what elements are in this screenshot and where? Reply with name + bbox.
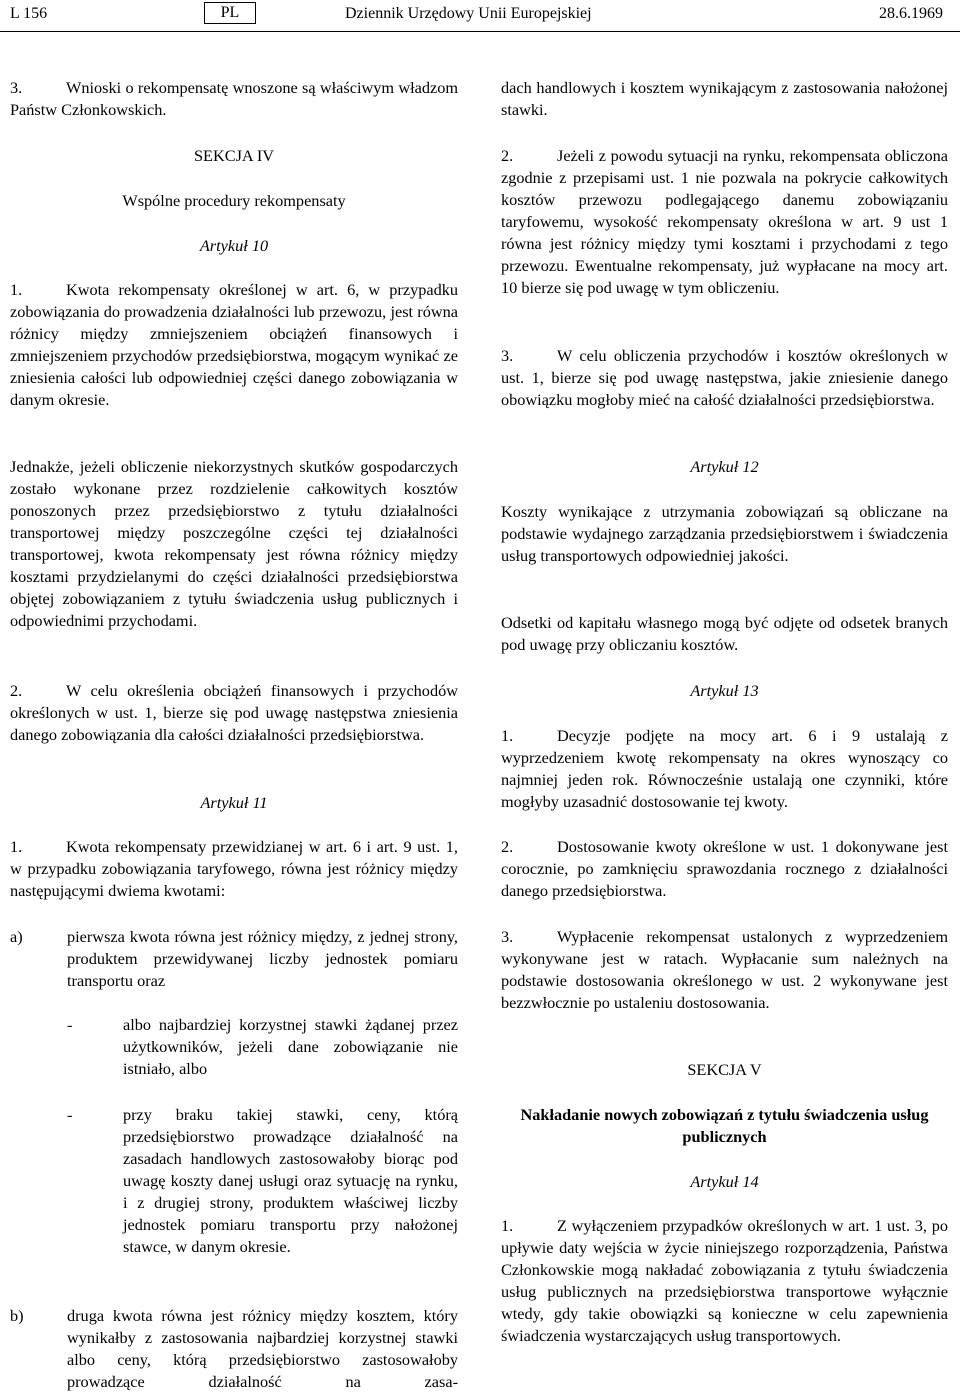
paragraph-art13-3 bbox=[501, 926, 948, 1014]
paragraph-number: 1. bbox=[501, 1216, 514, 1235]
paragraph-text: Decyzje podjęte na mocy art. 6 i 9 ustalają z wyprzedzeniem kwotę rekompensaty na okres wynoszący co najmniej jeden rok. Równocześnie ustalają one czynniki, które mogłyby uzasadnić dostosowanie tej kwoty. bbox=[501, 726, 948, 811]
section-subtitle: Wspólne procedury rekompensaty bbox=[122, 191, 346, 210]
paragraph-text: Wnioski o rekompensatę wnoszone są właściwym władzom Państw Członkowskich. bbox=[10, 78, 458, 119]
paragraph-number: 2. bbox=[501, 146, 514, 165]
journal-title: Dziennik Urzędowy Unii Europejskiej bbox=[345, 5, 592, 22]
paragraph-number: 2. bbox=[501, 837, 514, 856]
page-number: L 156 bbox=[10, 5, 48, 22]
dash-label: - bbox=[67, 1105, 73, 1124]
paragraph-art14-1 bbox=[501, 1215, 948, 1347]
list-label: a) bbox=[10, 927, 23, 946]
paragraph-text: Kwota rekompensaty przewidzianej w art. 6 i art. 9 ust. 1, w przypadku zobowiązania taryfowego, równa jest różnicy między następującymi dwiema kwotami: bbox=[10, 837, 458, 900]
paragraph-number: 3. bbox=[501, 346, 514, 365]
list-text: pierwsza kwota równa jest różnicy między, z jednej strony, produktem przewidywanej liczby jednostek pomiaru transportu oraz bbox=[67, 927, 458, 990]
language-badge: PL bbox=[204, 2, 256, 24]
paragraph-number: 1. bbox=[501, 726, 514, 745]
section-title: SEKCJA IV bbox=[193, 146, 275, 165]
paragraph-text: W celu obliczenia przychodów i kosztów określonych w ust. 1, bierze się pod uwagę następstwa, jakie zniesienie danego obowiązku mogłoby mieć na całość działalności przedsiębiorstwa. bbox=[501, 346, 948, 409]
paragraph-art12-2: Odsetki od kapitału własnego mogą być odjęte od odsetek branych pod uwagę przy obliczaniu kosztów. bbox=[501, 613, 948, 654]
page-header bbox=[0, 0, 960, 30]
list-label: b) bbox=[10, 1306, 24, 1325]
dash-item bbox=[10, 1014, 458, 1084]
section-subtitle: Nakładanie nowych zobowiązań z tytułu świadczenia usług publicznych bbox=[520, 1105, 929, 1146]
article-heading: Artykuł 11 bbox=[200, 793, 268, 812]
dash-text: przy braku takiej stawki, ceny, którą przedsiębiorstwo prowadzące działalność na zasadach handlowych zastosowałoby biorąc pod uwagę koszty danej usługi oraz sytuację na rynku, i z drugiej strony, produktem właściwej liczby jednostek pomiaru transportu przy nałożonej stawce, w danym okresie. bbox=[123, 1105, 458, 1256]
paragraph-art11-2 bbox=[501, 145, 948, 299]
paragraph-text: Wypłacenie rekompensat ustalonych z wyprzedzeniem wykonywane jest w ratach. Wypłacanie sum należnych na podstawie dostosowania określonego w ust. 2 wykonywane jest bezzwłocznie po ustaleniu dostosowania. bbox=[501, 927, 948, 1012]
paragraph-continuation: dach handlowych i kosztem wynikającym z zastosowania nałożonej stawki. bbox=[501, 78, 948, 119]
paragraph-art11-3 bbox=[501, 345, 948, 411]
article-heading: Artykuł 10 bbox=[199, 236, 269, 255]
paragraph-number: 1. bbox=[10, 837, 23, 856]
paragraph-number: 2. bbox=[10, 681, 23, 700]
paragraph-art13-1 bbox=[501, 725, 948, 813]
article-heading: Artykuł 14 bbox=[690, 1172, 759, 1191]
paragraph-art12-1: Koszty wynikające z utrzymania zobowiązań są obliczane na podstawie wydajnego zarządzania przedsiębiorstwem i świadczenia usług transportowych odpowiedniej jakości. bbox=[501, 502, 948, 565]
list-text: druga kwota równa jest różnicy między kosztem, który wynikałby z zastosowania najbardziej korzystnej stawki albo ceny, którą przedsiębiorstwo zastosowałoby prowadzące działalność na zasa- bbox=[67, 1306, 458, 1391]
paragraph-number: 3. bbox=[501, 927, 514, 946]
paragraph-art10-2 bbox=[10, 680, 458, 746]
section-title: SEKCJA V bbox=[687, 1060, 762, 1079]
dash-item bbox=[10, 1104, 458, 1284]
list-item-a bbox=[10, 926, 458, 996]
paragraph-number: 1. bbox=[10, 280, 23, 299]
paragraph-art10-1b: Jednakże, jeżeli obliczenie niekorzystnych skutków gospodarczych zostało wykonane przez rozdzielenie całkowitych kosztów ponoszonych przez przedsiębiorstwo z tytułu działalności transportowej między poszczególne części tej działalności transportowej, kwota rekompensaty jest równa różnicy między kosztami przydzielanymi do części działalności przedsiębiorstwa objętej zobowiązaniem z tytułu świadczenia usług publicznych i odpowiednimi przychodami. bbox=[10, 457, 458, 630]
paragraph-text: Dostosowanie kwoty określone w ust. 1 dokonywane jest corocznie, po zamknięciu sprawozdania rocznego z działalności danego przedsiębiorstwa. bbox=[501, 837, 948, 900]
paragraph-art9-3 bbox=[10, 77, 458, 121]
dash-label: - bbox=[67, 1015, 73, 1034]
header-rule bbox=[0, 31, 960, 32]
article-heading: Artykuł 12 bbox=[690, 457, 759, 476]
dash-text: albo najbardziej korzystnej stawki żądanej przez użytkowników, jeżeli dane zobowiązanie nie istniało, albo bbox=[123, 1015, 458, 1078]
paragraph-art11-1 bbox=[10, 836, 458, 902]
paragraph-art13-2 bbox=[501, 836, 948, 902]
paragraph-text: Jeżeli z powodu sytuacji na rynku, rekompensata obliczona zgodnie z przepisami ust. 1 nie pozwala na pokrycie całkowitych kosztów przewozu podlegającego danemu zobowiązaniu taryfowemu, wysokość rekompensaty określona w art. 9 ust 1 równa jest różnicy między tymi kosztami i przychodami z tego przewozu. Ewentualne rekompensaty, już wypłacane na mocy art. 10 bierze się pod uwagę w tym obliczeniu. bbox=[501, 146, 948, 297]
paragraph-text: Z wyłączeniem przypadków określonych w art. 1 ust. 3, po upływie daty wejścia w życie niniejszego rozporządzenia, Państwa Członkowskie mogą nakładać zobowiązania z tytułu świadczenia usług publicznych na przedsiębiorstwa transportowe wyłącznie wtedy, gdy takie obowiązki są konieczne w celu zapewnienia świadczenia wystarczających usług transportowych. bbox=[501, 1216, 948, 1345]
paragraph-text: Kwota rekompensaty określonej w art. 6, w przypadku zobowiązania do prowadzenia działalności lub przewozu, jest równa różnicy między zmniejszeniem obciążeń finansowych i zmniejszeniem przychodów przedsiębiorstwa, mogącym wynikać ze zniesienia całości lub odpowiedniej części danego zobowiązania w danym okresie. bbox=[10, 280, 458, 409]
publication-date: 28.6.1969 bbox=[879, 5, 943, 22]
paragraph-text: W celu określenia obciążeń finansowych i przychodów określonych w ust. 1, bierze się pod uwagę następstwa zniesienia danego zobowiązania dla całości działalności przedsiębiorstwa. bbox=[10, 681, 458, 744]
paragraph-number: 3. bbox=[10, 78, 23, 97]
article-heading: Artykuł 13 bbox=[690, 681, 759, 700]
paragraph-art10-1 bbox=[10, 279, 458, 411]
list-item-b bbox=[10, 1305, 458, 1397]
